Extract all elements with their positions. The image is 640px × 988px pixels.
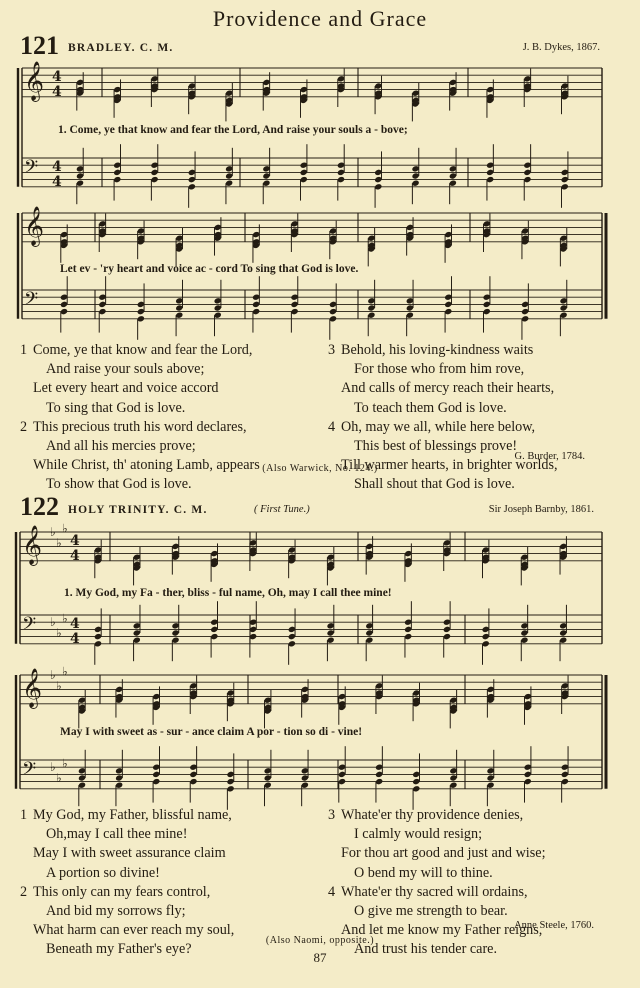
verse-line xyxy=(328,883,628,902)
verse-number: 4 xyxy=(328,883,336,900)
verse-text: Beneath my Father's eye? xyxy=(46,941,192,958)
lyric-line: 1. Come, ye that know and fear the Lord, And raise your souls a - bove; xyxy=(58,124,408,136)
time-signature: 4 xyxy=(52,84,62,100)
verse-number: 2 xyxy=(20,418,28,435)
verse-text: Behold, his loving-kindness waits xyxy=(341,342,534,358)
verse-text: Shall shout that God is love. xyxy=(354,476,515,493)
key-signature-flat: ♭ xyxy=(50,668,56,682)
time-signature: 4 xyxy=(52,69,62,85)
verse-text: Whate'er thy sacred will ordains, xyxy=(341,883,528,900)
treble-clef: 𝄞 xyxy=(22,525,43,565)
verse-text: Till warmer hearts, in brighter worlds, xyxy=(341,457,558,474)
verse-number: 4 xyxy=(328,418,336,435)
verse-text: I calmly would resign; xyxy=(354,826,483,843)
verse-line xyxy=(20,379,320,398)
verse-line xyxy=(20,437,320,456)
time-signature: 4 xyxy=(70,533,80,549)
page-number: 87 xyxy=(313,950,327,965)
verse-line xyxy=(328,825,628,844)
verse-line xyxy=(20,341,320,360)
lyric-line: Let ev - 'ry heart and voice ac - cord To sing that God is love. xyxy=(60,263,359,275)
verse-line xyxy=(20,844,320,863)
key-signature-flat: ♭ xyxy=(56,535,62,550)
verse-text: Whate'er thy providence denies, xyxy=(341,807,524,823)
hymn-author: Anne Steele, 1760. xyxy=(514,920,594,931)
time-signature: 4 xyxy=(52,159,62,175)
key-signature-flat: ♭ xyxy=(56,626,62,640)
verse-text: And calls of mercy reach their hearts, xyxy=(341,380,555,397)
time-signature: 4 xyxy=(70,616,80,632)
cross-reference: (Also Naomi, opposite.) xyxy=(265,935,375,946)
key-signature-flat: ♭ xyxy=(62,756,68,771)
treble-clef: 𝄞 xyxy=(24,206,45,246)
verse-number: 3 xyxy=(328,807,336,823)
composer-credit: J. B. Dykes, 1867. xyxy=(522,42,600,53)
verse-text: For those who from him rove, xyxy=(354,361,525,378)
verse-text: And all his mercies prove; xyxy=(46,438,196,455)
key-signature-flat: ♭ xyxy=(50,760,56,775)
time-signature: 4 xyxy=(70,631,80,647)
lyric-line: May I with sweet as - sur - ance claim A por - tion so di - vine! xyxy=(60,726,363,738)
verse-line xyxy=(328,379,628,398)
time-signature: 4 xyxy=(70,548,80,564)
tune-note: ( First Tune.) xyxy=(254,504,310,515)
verse-text: And let me know my Father reigns, xyxy=(341,922,543,939)
bass-clef: 𝄢 xyxy=(24,289,39,314)
verse-line xyxy=(20,825,320,844)
verse-text: To sing that God is love. xyxy=(46,399,186,416)
verse-line xyxy=(20,806,320,825)
verse-line xyxy=(328,475,628,494)
verse-line xyxy=(20,902,320,921)
key-signature-flat: ♭ xyxy=(62,664,68,679)
verse-line xyxy=(20,883,320,902)
hymn-number: 122 xyxy=(20,492,59,521)
verse-line xyxy=(20,864,320,883)
verse-number: 2 xyxy=(20,883,28,900)
key-signature-flat: ♭ xyxy=(62,611,68,626)
tune-name: HOLY TRINITY. C. M. xyxy=(68,504,208,516)
verse-line xyxy=(328,902,628,921)
verse-line xyxy=(328,418,628,437)
key-signature-flat: ♭ xyxy=(50,525,56,539)
treble-clef: 𝄞 xyxy=(24,61,45,101)
verse-text: While Christ, th' atoning Lamb, appears xyxy=(33,457,260,474)
verse-line xyxy=(328,360,628,379)
hymn-number: 121 xyxy=(20,31,59,60)
verse-text: Oh,may I call thee mine! xyxy=(46,826,188,843)
verse-text: A portion so divine! xyxy=(46,864,160,881)
bass-clef: 𝄢 xyxy=(22,759,37,784)
page-title: Providence and Grace xyxy=(212,6,428,31)
verse-line xyxy=(20,475,320,494)
verse-text: To show that God is love. xyxy=(46,476,192,493)
lyric-line: 1. My God, my Fa - ther, bliss - ful name, Oh, may I call thee mine! xyxy=(64,587,392,599)
verse-text: This best of blessings prove! xyxy=(354,438,518,455)
hymn-author: G. Burder, 1784. xyxy=(514,451,585,462)
verse-line xyxy=(20,399,320,418)
cross-reference: (Also Warwick, No. 124.) xyxy=(262,463,378,474)
key-signature-flat: ♭ xyxy=(56,771,62,785)
verse-text: Oh, may we all, while here below, xyxy=(341,418,536,435)
verse-line xyxy=(20,360,320,379)
verse-number: 1 xyxy=(20,807,28,823)
verse-text: Let every heart and voice accord xyxy=(33,380,219,397)
verse-number: 3 xyxy=(328,342,336,358)
key-signature-flat: ♭ xyxy=(50,615,56,630)
composer-credit: Sir Joseph Barnby, 1861. xyxy=(488,504,594,515)
verse-number: 1 xyxy=(20,342,28,358)
verse-line xyxy=(328,844,628,863)
verse-text: To teach them God is love. xyxy=(354,399,507,416)
verse-line xyxy=(328,864,628,883)
bass-clef: 𝄢 xyxy=(24,157,39,182)
key-signature-flat: ♭ xyxy=(62,521,68,536)
bass-clef: 𝄢 xyxy=(22,614,37,639)
verse-line xyxy=(20,418,320,437)
verse-text: Come, ye that know and fear the Lord, xyxy=(33,342,253,358)
verse-text: For thou art good and just and wise; xyxy=(341,845,546,862)
verse-line xyxy=(328,341,628,360)
key-signature-flat: ♭ xyxy=(56,678,62,693)
verse-text: O give me strength to bear. xyxy=(354,903,508,920)
verse-line xyxy=(328,806,628,825)
verse-text: May I with sweet assurance claim xyxy=(33,845,226,862)
verse-text: And bid my sorrows fly; xyxy=(46,903,186,920)
verse-text: This precious truth his word declares, xyxy=(33,418,247,435)
tune-name: BRADLEY. C. M. xyxy=(68,42,174,54)
verse-text: This only can my fears control, xyxy=(33,883,211,900)
verse-text: What harm can ever reach my soul, xyxy=(33,922,235,939)
verse-text: And raise your souls above; xyxy=(46,361,205,378)
verse-text: O bend my will to thine. xyxy=(354,864,493,881)
verse-text: And trust his tender care. xyxy=(354,941,498,958)
time-signature: 4 xyxy=(52,174,62,190)
treble-clef: 𝄞 xyxy=(22,668,43,708)
verse-text: My God, my Father, blissful name, xyxy=(33,807,232,823)
verse-line xyxy=(328,399,628,418)
